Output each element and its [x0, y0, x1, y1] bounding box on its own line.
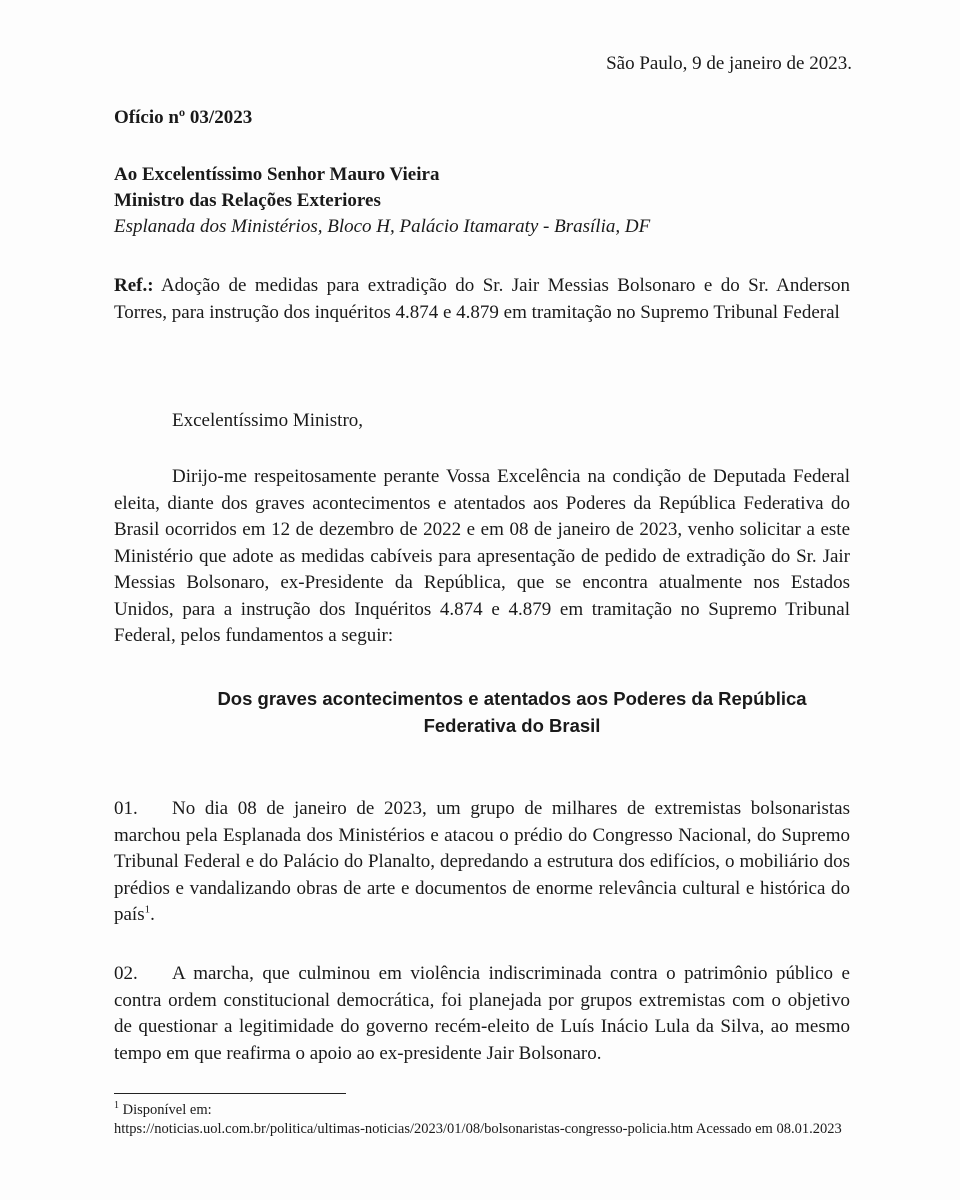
paragraph-end: . — [150, 904, 155, 925]
paragraph-number: 02. — [114, 963, 138, 984]
addressee-address: Esplanada dos Ministérios, Bloco H, Palácio Itamaraty - Brasília, DF — [114, 216, 651, 237]
footnote-url[interactable]: https://noticias.uol.com.br/politica/ultimas-noticias/2023/01/08/bolsonaristas-congresso-policia.htm — [114, 1121, 694, 1137]
salutation: Excelentíssimo Ministro, — [172, 410, 364, 431]
section-heading-line1: Dos graves acontecimentos e atentados aos Poderes da República — [217, 688, 807, 709]
paragraph-number: 01. — [114, 798, 138, 819]
intro-paragraph: Dirijo-me respeitosamente perante Vossa Excelência na condição de Deputada Federal eleita, diante dos graves acontecimentos e atentados aos Poderes da República Federativa do Brasil ocorridos em 12 de dezembro de 2022 e em 08 de janeiro de 2023, venho solicitar a este Ministério que adote as medidas cabíveis para apresentação de pedido de extradição do Sr. Jair Messias Bolsonaro, ex-Presidente da República, que se encontra atualmente nos Estados Unidos, para a instrução dos Inquéritos 4.874 e 4.879 em tramitação no Supremo Tribunal Federal, pelos fundamentos a seguir: — [114, 466, 850, 646]
reference — [114, 272, 850, 326]
footnote-reference[interactable]: 1 — [144, 903, 151, 916]
footnote-marker: 1 — [114, 1100, 119, 1112]
date-line: São Paulo, 9 de janeiro de 2023. — [606, 53, 852, 74]
addressee-title: Ministro das Relações Exteriores — [114, 190, 381, 211]
footnote-label: Disponível em: — [119, 1102, 212, 1118]
section-heading — [114, 685, 910, 739]
paragraph-text: A marcha, que culminou em violência indiscriminada contra o patrimônio público e contra ordem constitucional democrática, foi planejada por grupos extremistas com o objetivo de questionar a legitimidade do governo recém-eleito de Luís Inácio Lula da Silva, ao mesmo tempo em que reafirma o apoio ao ex-presidente Jair Bolsonaro. — [114, 963, 850, 1064]
section-heading-line2: Federativa do Brasil — [423, 715, 601, 736]
footnote-divider — [114, 1093, 346, 1094]
footnote-accessed: Acessado em 08.01.2023 — [693, 1121, 842, 1137]
reference-text: Adoção de medidas para extradição do Sr. Jair Messias Bolsonaro e do Sr. Anderson Torres, para instrução dos inquéritos 4.874 e 4.879 em tramitação no Supremo Tribunal Federal — [114, 275, 850, 323]
addressee-name: Ao Excelentíssimo Senhor Mauro Vieira — [114, 164, 440, 185]
numbered-paragraph-02 — [114, 961, 850, 1067]
addressee-block — [114, 162, 650, 240]
reference-label: Ref.: — [114, 275, 154, 296]
numbered-paragraph-01 — [114, 796, 850, 929]
document-number: Ofício nº 03/2023 — [114, 107, 253, 128]
paragraph-text: No dia 08 de janeiro de 2023, um grupo de milhares de extremistas bolsonaristas marchou pela Esplanada dos Ministérios e atacou o prédio do Congresso Nacional, do Supremo Tribunal Federal e do Palácio do Planalto, depredando a estrutura dos edifícios, o mobiliário dos prédios e vandalizando obras de arte e documentos de enorme relevância cultural e histórica do país — [114, 798, 850, 925]
footnote — [114, 1101, 854, 1139]
